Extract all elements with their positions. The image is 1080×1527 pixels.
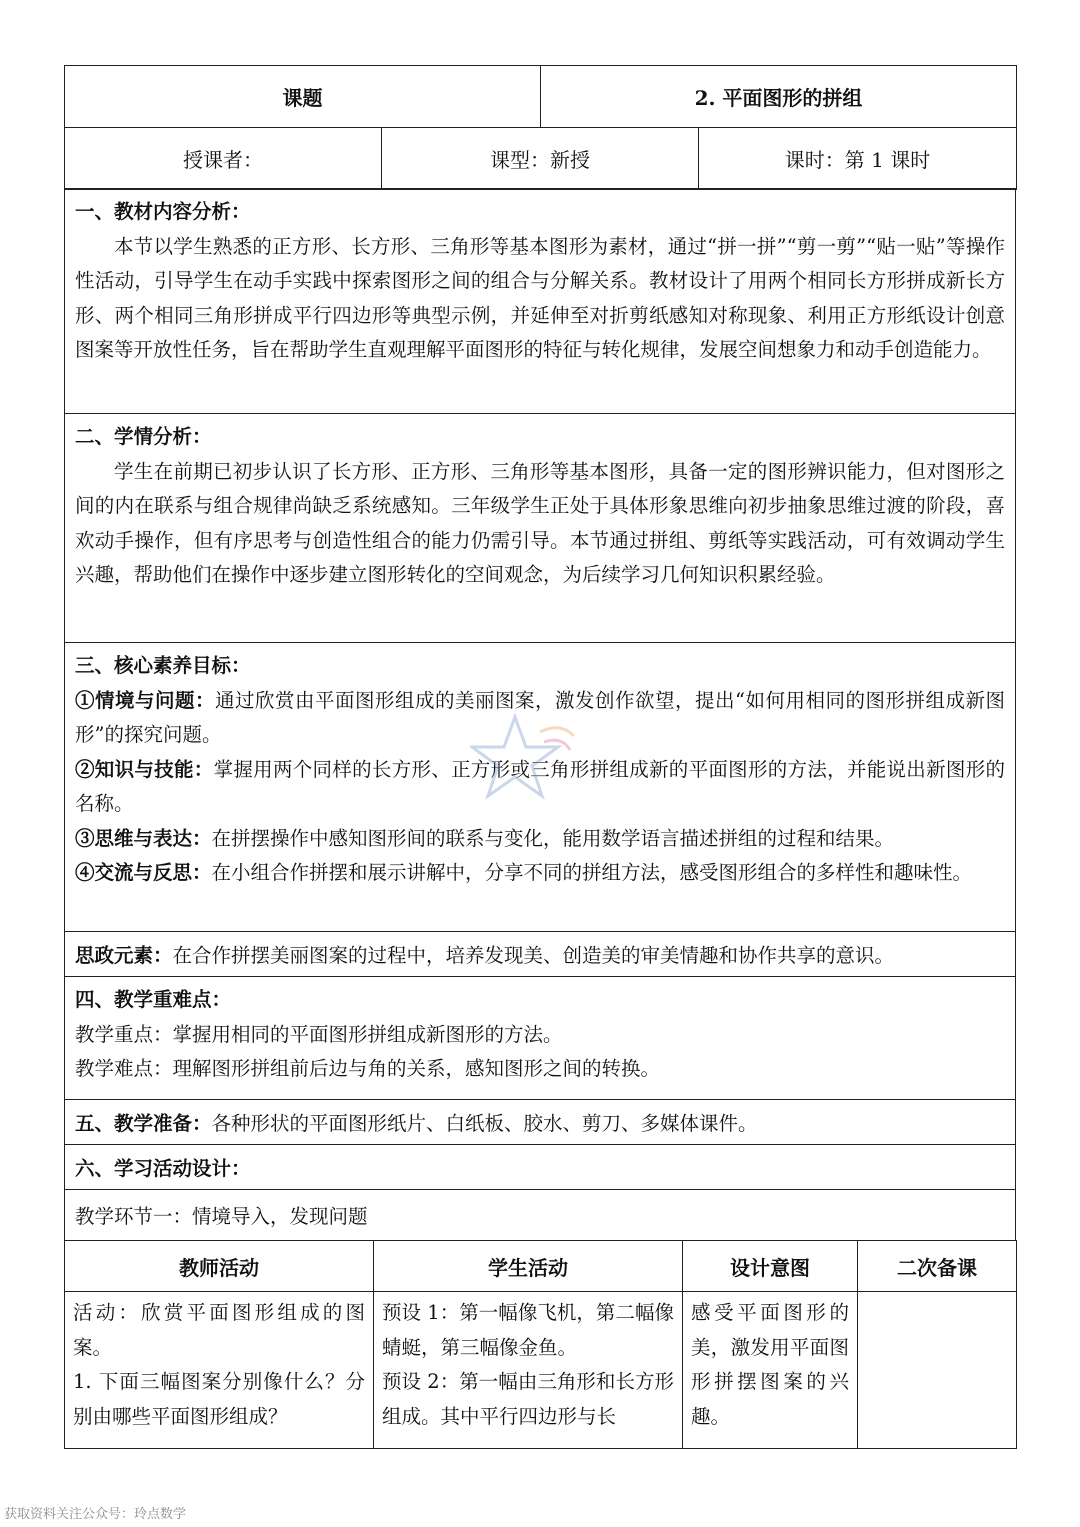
lesson-plan-table [64, 65, 1017, 128]
core-goals-title: 三、核心素养目标： [75, 654, 251, 678]
student-activity-cell [374, 1292, 683, 1449]
goal-text: 掌握用两个同样的长方形、正方形或三角形拼组成新的平面图形的方法，并能说出新图形的名称。 [75, 757, 1005, 816]
col-student-activity: 学生活动 [374, 1241, 683, 1292]
goal-label: ①情境与问题： [75, 688, 216, 712]
lesson-meta-table [64, 127, 1017, 190]
goal-item [75, 856, 1005, 891]
topic-label: 课题 [65, 66, 541, 128]
student-activity-line: 预设 2：第一幅由三角形和长方形组成。其中平行四边形与长 [382, 1370, 674, 1428]
second-prep-cell [858, 1292, 1017, 1449]
goal-text: 通过欣赏由平面图形组成的美丽图案，激发创作欲望，提出“如何用相同的图形拼组成新图形”的探究问题。 [75, 688, 1005, 747]
ideology-text: 在合作拼摆美丽图案的过程中，培养发现美、创造美的审美情趣和协作共享的意识。 [172, 944, 895, 968]
textbook-analysis-body: 本节以学生熟悉的正方形、长方形、三角形等基本图形为素材，通过“拼一拼”“剪一剪”“贴一贴”等操作性活动，引导学生在动手实践中探索图形之间的组合与分解关系。教材设计了用两个相同长方形拼成新长方形、两个相同三角形拼成平行四边形等典型示例，并延伸至对折剪纸感知对称现象、利用正方形纸设计创意图案等开放性任务，旨在帮助学生直观理解平面图形的特征与转化规律，发展空间想象力和动手创造能力。 [75, 234, 1005, 362]
activity-table [64, 1240, 1017, 1449]
key-point-text: 教学重点：掌握用相同的平面图形拼组成新图形的方法。 [75, 1022, 563, 1046]
goal-label: ④交流与反思： [75, 861, 212, 885]
goal-item [75, 822, 1005, 857]
textbook-analysis-section [65, 189, 1016, 414]
lesson-type-cell: 课型：新授 [382, 127, 699, 189]
teacher-activity-line: 活动：欣赏平面图形组成的图案。 [73, 1301, 365, 1359]
student-analysis-body: 学生在前期已初步认识了长方形、正方形、三角形等基本图形，具备一定的图形辨识能力，但对图形之间的内在联系与组合规律尚缺乏系统感知。三年级学生正处于具体形象思维向初步抽象思维过渡的阶段，喜欢动手操作，但有序思考与创造性组合的能力仍需引导。本节通过拼组、剪纸等实践活动，可有效调动学生兴趣，帮助他们在操作中逐步建立图形转化的空间观念，为后续学习几何知识积累经验。 [75, 459, 1005, 587]
star-logo-icon [470, 712, 580, 806]
goal-label: ②知识与技能： [75, 757, 214, 781]
col-teacher-activity: 教师活动 [65, 1241, 374, 1292]
preparation-label: 五、教学准备： [75, 1112, 212, 1136]
student-activity-line: 预设 1：第一幅像飞机，第二幅像蜻蜓，第三幅像金鱼。 [382, 1301, 674, 1359]
col-design-intent: 设计意图 [683, 1241, 858, 1292]
student-analysis-section [65, 414, 1016, 643]
teacher-activity-line: 1. 下面三幅图案分别像什么？分别由哪些平面图形组成？ [73, 1370, 365, 1428]
lesson-time-cell: 课时：第 1 课时 [699, 127, 1017, 189]
key-points-section [65, 977, 1016, 1100]
teaching-stage-title: 教学环节一：情境导入，发现问题 [65, 1190, 1016, 1241]
preparation-section [65, 1100, 1016, 1145]
student-analysis-title: 二、学情分析： [75, 425, 212, 449]
preparation-text: 各种形状的平面图形纸片、白纸板、胶水、剪刀、多媒体课件。 [211, 1112, 758, 1136]
topic-value: 2. 平面图形的拼组 [541, 66, 1017, 128]
difficult-point-text: 教学难点：理解图形拼组前后边与角的关系，感知图形之间的转换。 [75, 1057, 661, 1081]
design-intent-cell: 感受平面图形的美，激发用平面图形拼摆图案的兴趣。 [683, 1292, 858, 1449]
goal-text: 在小组合作拼摆和展示讲解中，分享不同的拼组方法，感受图形组合的多样性和趣味性。 [211, 861, 973, 885]
col-second-prep: 二次备课 [858, 1241, 1017, 1292]
ideology-label: 思政元素： [75, 944, 173, 968]
teacher-cell: 授课者： [65, 127, 382, 189]
teacher-activity-cell [65, 1292, 374, 1449]
ideology-section [65, 932, 1016, 977]
footer-note: 获取资料关注公众号：玲点数学 [4, 1507, 187, 1522]
goal-label: ③思维与表达： [75, 826, 212, 850]
goal-text: 在拼摆操作中感知图形间的联系与变化，能用数学语言描述拼组的过程和结果。 [211, 826, 895, 850]
activity-design-title: 六、学习活动设计： [65, 1145, 1016, 1190]
textbook-analysis-title: 一、教材内容分析： [75, 200, 251, 224]
key-points-title: 四、教学重难点： [75, 988, 232, 1012]
